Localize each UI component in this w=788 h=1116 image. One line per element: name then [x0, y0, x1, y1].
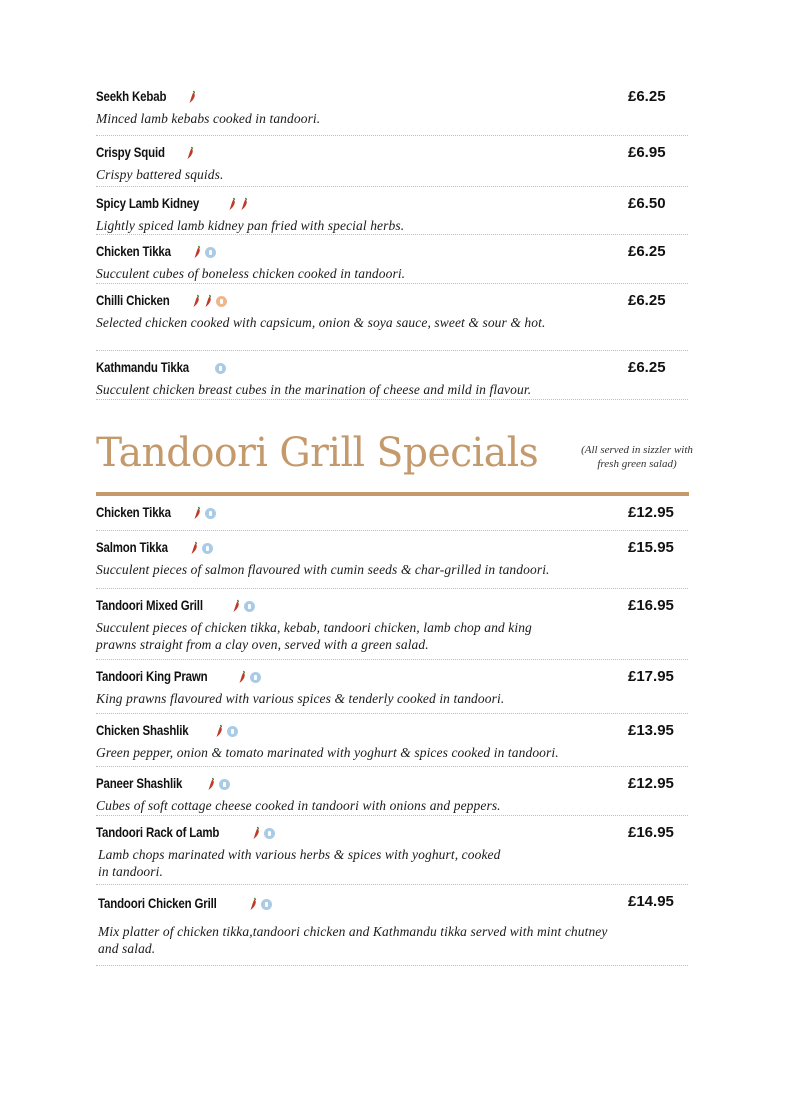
item-name: Seekh Kebab	[96, 88, 167, 104]
menu-item	[96, 714, 688, 767]
item-price: £6.25	[628, 88, 666, 105]
item-price: £16.95	[628, 597, 674, 614]
item-icons	[207, 777, 230, 791]
item-icons	[249, 897, 272, 911]
chili-icon	[215, 724, 224, 738]
item-icons	[252, 826, 275, 840]
item-name: Kathmandu Tikka	[96, 359, 190, 375]
chili-icon	[193, 506, 202, 520]
item-description: Lamb chops marinated with various herbs & spices with yoghurt, cooked in tandoori.	[98, 847, 501, 879]
item-price: £12.95	[628, 504, 674, 521]
menu-item	[96, 816, 688, 885]
item-icons	[186, 146, 195, 160]
item-description: Crispy battered squids.	[96, 167, 224, 182]
dairy-badge-icon	[205, 247, 216, 258]
menu-item	[96, 496, 688, 531]
chili-icon	[190, 541, 199, 555]
specials-section	[96, 496, 688, 966]
item-icons	[188, 90, 197, 104]
item-description: King prawns flavoured with various spices & tenderly cooked in tandoori.	[96, 691, 505, 706]
chili-icon	[193, 245, 202, 259]
item-icons	[193, 245, 216, 259]
dairy-badge-icon	[250, 672, 261, 683]
item-description: Minced lamb kebabs cooked in tandoori.	[96, 111, 321, 126]
gluten-badge-icon	[216, 296, 227, 307]
chili-icon	[207, 777, 216, 791]
chili-icon	[252, 826, 261, 840]
item-icons	[228, 197, 249, 211]
item-price: £6.25	[628, 292, 666, 309]
item-icons	[238, 670, 261, 684]
item-name: Tandoori King Prawn	[96, 668, 208, 684]
item-name: Chilli Chicken	[96, 292, 170, 308]
section-title: Tandoori Grill Specials	[96, 430, 539, 476]
dairy-badge-icon	[227, 726, 238, 737]
dairy-badge-icon	[205, 508, 216, 519]
item-price: £16.95	[628, 824, 674, 841]
dairy-badge-icon	[261, 899, 272, 910]
item-icons	[215, 363, 226, 374]
item-description: Selected chicken cooked with capsicum, onion & soya sauce, sweet & sour & hot.	[96, 315, 546, 330]
menu-item	[96, 284, 688, 351]
chili-icon	[204, 294, 213, 308]
menu-item	[96, 187, 688, 235]
item-name: Tandoori Rack of Lamb	[96, 824, 220, 840]
item-description: Succulent pieces of chicken tikka, kebab, tandoori chicken, lamb chop and king prawns straight from a clay oven, served with a green salad.	[96, 620, 532, 652]
item-icons	[215, 724, 238, 738]
item-name: Paneer Shashlik	[96, 775, 183, 791]
item-description: Lightly spiced lamb kidney pan fried with special herbs.	[96, 218, 405, 233]
item-name: Chicken Tikka	[96, 243, 171, 259]
item-name: Chicken Tikka	[96, 504, 171, 520]
menu-item	[96, 235, 688, 284]
item-icons	[232, 599, 255, 613]
item-price: £6.25	[628, 359, 666, 376]
item-name: Chicken Shashlik	[96, 722, 189, 738]
item-name: Crispy Squid	[96, 144, 165, 160]
menu-item	[96, 660, 688, 714]
chili-icon	[228, 197, 237, 211]
menu-item	[96, 351, 688, 400]
dairy-badge-icon	[202, 543, 213, 554]
dairy-badge-icon	[215, 363, 226, 374]
item-price: £13.95	[628, 722, 674, 739]
menu-item	[96, 767, 688, 816]
chili-icon	[186, 146, 195, 160]
menu-item	[96, 885, 688, 966]
chili-icon	[192, 294, 201, 308]
chili-icon	[238, 670, 247, 684]
chili-icon	[188, 90, 197, 104]
item-price: £15.95	[628, 539, 674, 556]
item-name: Spicy Lamb Kidney	[96, 195, 200, 211]
section-note: (All served in sizzler with fresh green salad)	[581, 444, 693, 470]
item-price: £6.95	[628, 144, 666, 161]
chili-icon	[240, 197, 249, 211]
item-icons	[193, 506, 216, 520]
chili-icon	[232, 599, 241, 613]
menu-item	[96, 531, 688, 589]
item-price: £6.25	[628, 243, 666, 260]
menu-item	[96, 136, 688, 187]
dairy-badge-icon	[244, 601, 255, 612]
item-description: Succulent chicken breast cubes in the marination of cheese and mild in flavour.	[96, 382, 532, 397]
item-description: Succulent pieces of salmon flavoured with cumin seeds & char-grilled in tandoori.	[96, 562, 550, 577]
item-icons	[192, 294, 227, 308]
dairy-badge-icon	[219, 779, 230, 790]
item-price: £12.95	[628, 775, 674, 792]
item-name: Salmon Tikka	[96, 539, 168, 555]
item-price: £6.50	[628, 195, 666, 212]
item-name: Tandoori Mixed Grill	[96, 597, 203, 613]
item-description: Mix platter of chicken tikka,tandoori chicken and Kathmandu tikka served with mint chutney and salad.	[98, 924, 608, 956]
item-description: Green pepper, onion & tomato marinated with yoghurt & spices cooked in tandoori.	[96, 745, 559, 760]
item-name: Tandoori Chicken Grill	[98, 895, 217, 911]
item-price: £17.95	[628, 668, 674, 685]
item-icons	[190, 541, 213, 555]
menu-item	[96, 589, 688, 660]
item-description: Cubes of soft cottage cheese cooked in tandoori with onions and peppers.	[96, 798, 501, 813]
item-price: £14.95	[628, 893, 674, 910]
item-description: Succulent cubes of boneless chicken cooked in tandoori.	[96, 266, 406, 281]
dairy-badge-icon	[264, 828, 275, 839]
menu-item	[96, 80, 688, 136]
chili-icon	[249, 897, 258, 911]
starters-section	[96, 80, 688, 400]
